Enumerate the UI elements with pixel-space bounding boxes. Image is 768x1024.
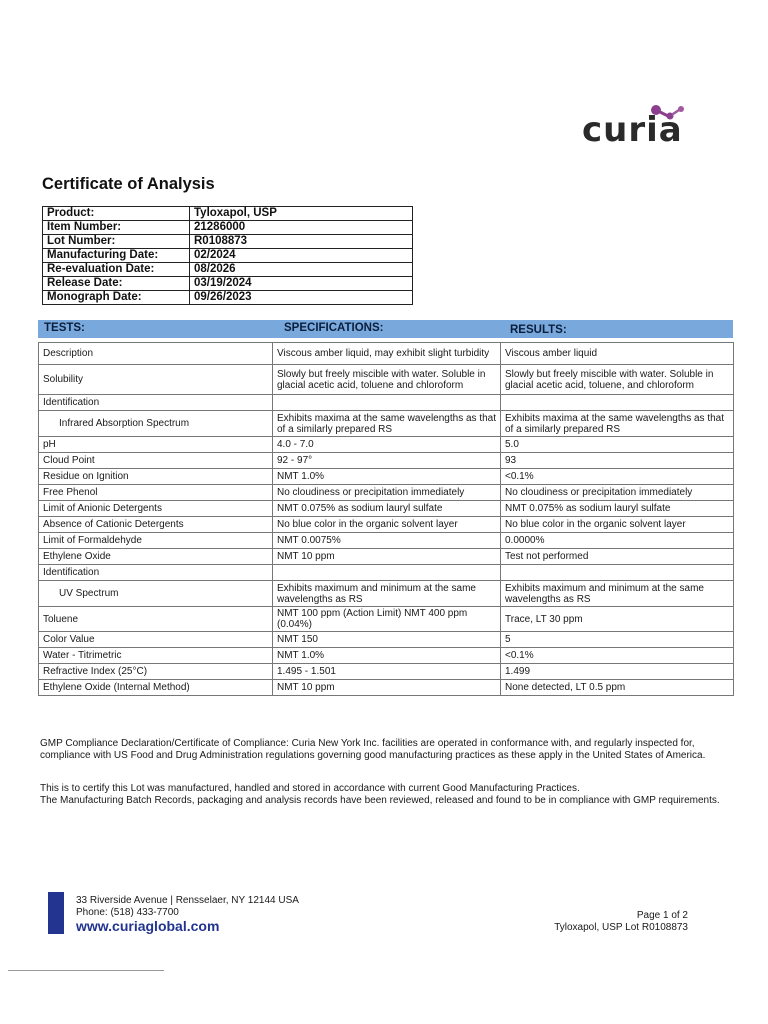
test-name: Identification (39, 395, 273, 411)
test-name: Infrared Absorption Spectrum (39, 411, 273, 437)
test-name: Limit of Formaldehyde (39, 533, 273, 549)
product-info-row (43, 235, 413, 249)
test-row (39, 549, 734, 565)
test-name: Ethylene Oxide (Internal Method) (39, 680, 273, 696)
test-row (39, 469, 734, 485)
test-name: Toluene (39, 607, 273, 632)
footer-address: 33 Riverside Avenue | Rensselaer, NY 12144 USA (76, 895, 299, 906)
test-row (39, 517, 734, 533)
test-name: Ethylene Oxide (39, 549, 273, 565)
certify-line-1: This is to certify this Lot was manufactured, handled and stored in accordance with current Good Manufacturing Practices. (40, 783, 580, 794)
test-result: 0.0000% (501, 533, 734, 549)
test-specification: Slowly but freely miscible with water. Soluble in glacial acetic acid, toluene and chloroform (273, 365, 501, 395)
test-specification: 1.495 - 1.501 (273, 664, 501, 680)
test-row (39, 607, 734, 632)
product-info-value: 21286000 (190, 221, 413, 235)
product-info-label: Item Number: (43, 221, 190, 235)
test-row (39, 437, 734, 453)
product-info-value: 02/2024 (190, 249, 413, 263)
product-info-value: 09/26/2023 (190, 291, 413, 305)
test-result: None detected, LT 0.5 ppm (501, 680, 734, 696)
test-name: Free Phenol (39, 485, 273, 501)
product-info-row (43, 291, 413, 305)
footer-brand-bar (48, 892, 64, 934)
test-result: <0.1% (501, 469, 734, 485)
specifications-column-header: SPECIFICATIONS: (284, 322, 384, 334)
product-info-label: Re-evaluation Date: (43, 263, 190, 277)
test-specification: NMT 1.0% (273, 648, 501, 664)
certification-statement (40, 783, 720, 806)
results-column-header: RESULTS: (510, 324, 567, 336)
test-name: Residue on Ignition (39, 469, 273, 485)
test-name: Water - Titrimetric (39, 648, 273, 664)
curia-logo (582, 96, 717, 156)
test-specification: No cloudiness or precipitation immediately (273, 485, 501, 501)
test-specification: Viscous amber liquid, may exhibit slight turbidity (273, 343, 501, 365)
product-info-value: Tyloxapol, USP (190, 207, 413, 221)
footer-divider (8, 970, 164, 971)
test-row (39, 680, 734, 696)
test-row (39, 501, 734, 517)
product-info-row (43, 277, 413, 291)
test-specification: Exhibits maximum and minimum at the same wavelengths as RS (273, 581, 501, 607)
test-row (39, 485, 734, 501)
footer-phone: Phone: (518) 433-7700 (76, 907, 179, 918)
test-name: Color Value (39, 632, 273, 648)
test-specification: NMT 100 ppm (Action Limit) NMT 400 ppm (0.04%) (273, 607, 501, 632)
product-info-row (43, 207, 413, 221)
test-result: 1.499 (501, 664, 734, 680)
test-result: <0.1% (501, 648, 734, 664)
product-info-row (43, 263, 413, 277)
test-row (39, 581, 734, 607)
test-result: 5.0 (501, 437, 734, 453)
test-row (39, 664, 734, 680)
test-row (39, 395, 734, 411)
test-result: Slowly but freely miscible with water. Soluble in glacial acetic acid, toluene, and chloroform (501, 365, 734, 395)
test-specification: NMT 10 ppm (273, 549, 501, 565)
footer-contact (76, 895, 299, 919)
product-info-label: Release Date: (43, 277, 190, 291)
product-info-value: R0108873 (190, 235, 413, 249)
product-info-value: 03/19/2024 (190, 277, 413, 291)
gmp-compliance-statement: GMP Compliance Declaration/Certificate of Compliance: Curia New York Inc. facilities are operated in conformance with, and regularly inspected for, compliance with US Food and Drug Administration regulations governing good manufacturing practices as these apply in the United States of America. (40, 738, 706, 761)
test-row (39, 453, 734, 469)
page-number: Page 1 of 2 (636, 910, 688, 921)
product-info-label: Manufacturing Date: (43, 249, 190, 263)
tests-column-header: TESTS: (44, 322, 85, 334)
test-row (39, 533, 734, 549)
test-specification: NMT 150 (273, 632, 501, 648)
test-result: Exhibits maxima at the same wavelengths as that of a similarly prepared RS (501, 411, 734, 437)
test-row (39, 648, 734, 664)
test-name: Identification (39, 565, 273, 581)
product-info-row (43, 221, 413, 235)
test-specification: NMT 0.075% as sodium lauryl sulfate (273, 501, 501, 517)
test-specification: NMT 1.0% (273, 469, 501, 485)
test-row (39, 365, 734, 395)
footer-website-link[interactable]: www.curiaglobal.com (76, 918, 220, 934)
test-result: NMT 0.075% as sodium lauryl sulfate (501, 501, 734, 517)
test-name: Description (39, 343, 273, 365)
test-row (39, 343, 734, 365)
test-name: Limit of Anionic Detergents (39, 501, 273, 517)
test-result: No blue color in the organic solvent layer (501, 517, 734, 533)
lot-reference: Tyloxapol, USP Lot R0108873 (554, 922, 688, 933)
document-title: Certificate of Analysis (42, 175, 215, 193)
product-info-label: Monograph Date: (43, 291, 190, 305)
test-row (39, 632, 734, 648)
product-info-value: 08/2026 (190, 263, 413, 277)
test-specification: NMT 10 ppm (273, 680, 501, 696)
test-row (39, 565, 734, 581)
test-result: Trace, LT 30 ppm (501, 607, 734, 632)
test-specification: 92 - 97° (273, 453, 501, 469)
test-name: Refractive Index (25°C) (39, 664, 273, 680)
test-specification (273, 395, 501, 411)
footer-page-info (470, 910, 688, 934)
test-specification: NMT 0.0075% (273, 533, 501, 549)
product-info-label: Lot Number: (43, 235, 190, 249)
test-specification: Exhibits maxima at the same wavelengths as that of a similarly prepared RS (273, 411, 501, 437)
test-name: Solubility (39, 365, 273, 395)
tests-header-band (38, 320, 733, 338)
certify-line-2: The Manufacturing Batch Records, packaging and analysis records have been reviewed, released and found to be in compliance with GMP requirements. (40, 794, 720, 806)
test-name: Cloud Point (39, 453, 273, 469)
test-name: pH (39, 437, 273, 453)
tests-table (38, 342, 734, 696)
test-result: 5 (501, 632, 734, 648)
product-info-table (42, 206, 413, 305)
test-name: Absence of Cationic Detergents (39, 517, 273, 533)
product-info-label: Product: (43, 207, 190, 221)
test-result: 93 (501, 453, 734, 469)
test-specification: No blue color in the organic solvent layer (273, 517, 501, 533)
test-result: Viscous amber liquid (501, 343, 734, 365)
test-result (501, 395, 734, 411)
test-result (501, 565, 734, 581)
test-name: UV Spectrum (39, 581, 273, 607)
test-specification: 4.0 - 7.0 (273, 437, 501, 453)
test-row (39, 411, 734, 437)
test-result: Exhibits maximum and minimum at the same wavelengths as RS (501, 581, 734, 607)
test-result: Test not performed (501, 549, 734, 565)
logo-wordmark: curia (582, 110, 683, 150)
product-info-row (43, 249, 413, 263)
test-result: No cloudiness or precipitation immediately (501, 485, 734, 501)
test-specification (273, 565, 501, 581)
